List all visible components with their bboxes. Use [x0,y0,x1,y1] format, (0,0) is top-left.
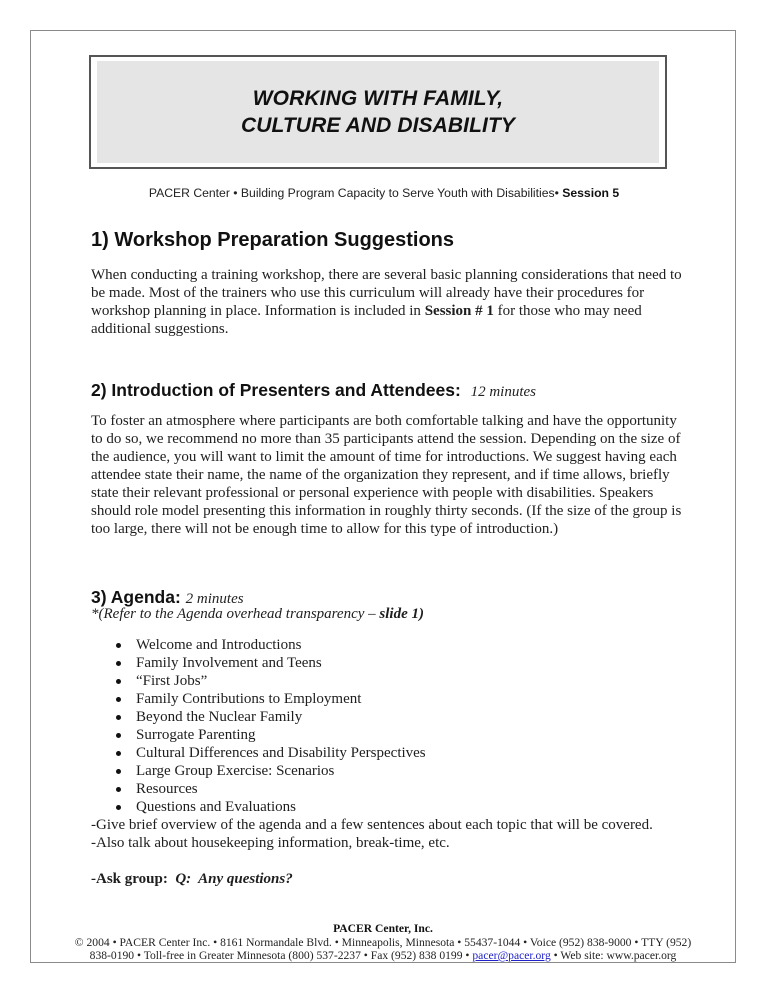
document-title-line-1: WORKING WITH FAMILY, [252,87,504,110]
subtitle-text: PACER Center • Building Program Capacity to Serve Youth with Disabilities• [148,186,563,200]
bullet-icon [116,769,121,774]
section-3-time: 2 minutes [185,591,244,607]
agenda-item-label: Family Involvement and Teens [136,655,322,671]
section-1-paragraph [91,266,691,338]
footer-contact [30,949,736,963]
bullet-icon [116,661,121,666]
session-label: Session 5 [562,186,620,200]
ask-group-label: -Ask group: [91,871,176,887]
footer-contact-text: 838-0190 • Toll-free in Greater Minnesota (800) 537-2237 • Fax (952) 838 0199 • [89,949,473,962]
session-reference: Session # 1 [424,303,494,319]
agenda-item [91,744,426,762]
ask-group-question: Q: Any questions? [175,871,293,887]
agenda-item-label: Beyond the Nuclear Family [136,709,303,725]
section-1-text-end: for those who may need additional suggestions. [91,303,642,337]
section-2-heading-text: 2) Introduction of Presenters and Attendees: [91,380,461,400]
slide-reference-text: *(Refer to the Agenda overhead transparency – [91,606,380,622]
bullet-icon [116,733,121,738]
document-subtitle [0,186,768,200]
agenda-list [91,636,426,816]
email-link[interactable]: pacer@pacer.org [472,949,551,962]
agenda-item [91,708,426,726]
agenda-item-label: Resources [136,781,198,797]
document-title-line-2: CULTURE AND DISABILITY [240,114,516,137]
footer-website: • Web site: www.pacer.org [550,949,677,962]
agenda-item-label: Welcome and Introductions [136,637,302,653]
slide-number: slide 1) [379,606,424,622]
bullet-icon [116,715,121,720]
section-3-heading-text: 3) Agenda: [91,587,181,607]
section-1-text: When conducting a training workshop, there are several basic planning considerations that need to be made. Most of the trainers who use this curriculum will already have their procedures for workshop planning in place. Information is included in [91,267,682,319]
bullet-icon [116,643,121,648]
title-fill [97,61,659,163]
section-2-paragraph: To foster an atmosphere where participants are both comfortable talking and have the opportunity to do so, we recommend no more than 35 participants attend the session. Depending on the size of the audience, you will want to limit the amount of time for introductions. We suggest having each attendee state their name, the name of the organization they represent, and if time allows, briefly state their relevant professional or personal experience with people with disabilities. Speakers should role model presenting this information in roughly thirty seconds. (If the size of the group is too large, there will not be enough time to allow for this type of introduction.) [91,413,682,537]
agenda-item-label: Questions and Evaluations [136,799,296,815]
agenda-item [91,654,426,672]
agenda-item [91,762,426,780]
agenda-item [91,690,426,708]
agenda-item [91,780,426,798]
bullet-icon [116,805,121,810]
agenda-item-label: Cultural Differences and Disability Perspectives [136,745,426,761]
footer-org: PACER Center, Inc. [333,922,433,935]
section-2-heading [91,378,536,404]
bullet-icon [116,751,121,756]
agenda-item [91,636,426,654]
agenda-item-label: “First Jobs” [136,673,208,689]
bullet-icon [116,697,121,702]
agenda-item-label: Surrogate Parenting [136,727,256,743]
bullet-icon [116,679,121,684]
section-2-time: 12 minutes [470,384,536,400]
agenda-item-label: Family Contributions to Employment [136,691,362,707]
agenda-note: -Give brief overview of the agenda and a few sentences about each topic that will be covered. [91,817,653,833]
agenda-notes [91,816,711,852]
page-footer [30,922,736,963]
section-1-heading-text: 1) Workshop Preparation Suggestions [91,229,455,251]
agenda-item-label: Large Group Exercise: Scenarios [136,763,335,779]
agenda-item [91,672,426,690]
footer-address: © 2004 • PACER Center Inc. • 8161 Normandale Blvd. • Minneapolis, Minnesota • 55437-1044 • Voice (952) 838-9000 • TTY (952) [74,935,692,949]
agenda-note: -Also talk about housekeeping information, break-time, etc. [91,835,450,851]
bullet-icon [116,787,121,792]
title-box [89,55,667,169]
section-1-heading [91,228,454,252]
agenda-item [91,798,426,816]
agenda-item [91,726,426,744]
ask-group-prompt [91,870,293,888]
slide-reference [91,605,424,623]
